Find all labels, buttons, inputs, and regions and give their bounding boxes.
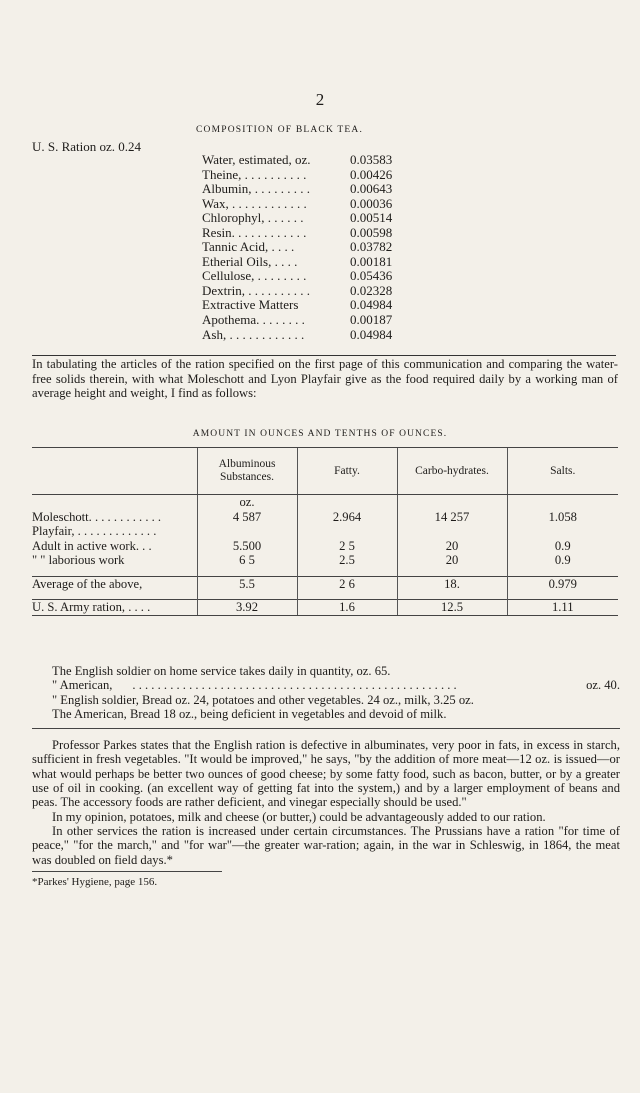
header-blank xyxy=(32,448,197,495)
parkes-paragraph: Professor Parkes states that the English ration is defective in albuminates, very poor in fats, in excess in starch, sufficient in fresh vegetables. "It would be improved," he says, "by the addition of more meat—12 oz. is issued—or what would perhaps be better two ounces of good cheese; by some fatty food, such as bacon, butter, or by a greater use of oil in cooking. (an excellent way of getting fat into the system,) and by a larger employment of beans and peas. The accessory foods are rather deficient, and vinegar especially should be used." xyxy=(32,738,620,810)
divider xyxy=(32,728,620,729)
table-row: Playfair, . . . . . . . . . . . . . xyxy=(32,524,618,539)
nutrition-table xyxy=(32,447,618,616)
text-line: " English soldier, Bread oz. 24, potatoes and other vegetables. 24 oz., milk, 3.25 oz. xyxy=(52,692,474,707)
composition-row: Ash, . . . . . . . . . . . . 0.04984 xyxy=(202,326,393,342)
composition-row: Etherial Oils, . . . . 0.00181 xyxy=(202,253,393,269)
table-heading: AMOUNT IN OUNCES AND TENTHS OF OUNCES. xyxy=(192,429,448,439)
unit-label: oz. xyxy=(197,495,297,510)
composition-row: Water, estimated, oz. 0.03583 xyxy=(202,152,393,167)
page-number: 2 xyxy=(315,90,325,109)
composition-row: Resin. . . . . . . . . . . . 0.00598 xyxy=(202,224,393,240)
table-row: Moleschott. . . . . . . . . . . . 4 587 2.964 14 257 1.058 xyxy=(32,510,618,525)
header-salts: Salts. xyxy=(507,448,618,495)
composition-heading: COMPOSITION OF BLACK TEA. xyxy=(196,125,364,135)
table-row: " " laborious work 6 5 2.5 20 0.9 xyxy=(32,553,618,568)
text-line: The American, Bread 18 oz., being deficient in vegetables and devoid of milk. xyxy=(52,706,447,721)
text-line: The English soldier on home service takes daily in quantity, oz. 65. xyxy=(52,664,391,678)
ration-note: U. S. Ration oz. 0.24 xyxy=(32,139,142,154)
services-paragraph: In other services the ration is increased under certain circumstances. The Prussians have a ration "for time of peace," "for the march," and "for war"—the greater war-ration; again, in the war in Schleswig, in 1864, the meat was doubled on field days.* xyxy=(32,823,620,867)
intro-paragraph: In tabulating the articles of the ration specified on the first page of this communication and comparing the water-free solids therein, with what Moleschott and Lyon Playfair give as the food required daily by a working man of average height and weight, I find as follows: xyxy=(32,357,618,401)
table-row: U. S. Army ration, . . . . 3.92 1.6 12.5 1.11 xyxy=(32,600,618,616)
divider xyxy=(32,355,616,356)
composition-row: Apothema. . . . . . . . 0.00187 xyxy=(202,312,393,328)
table-row: Average of the above, 5.5 2 6 18. 0.979 xyxy=(32,576,618,591)
composition-row: Tannic Acid, . . . . 0.03782 xyxy=(202,239,393,255)
header-carbohydrates: Carbo-hydrates. xyxy=(397,448,507,495)
footnote-rule xyxy=(32,871,222,872)
text-line: " American, . . . . . . . . . . . . . . . . . . . . . . . . . . . . . . . . . . . . . . . . . . . . . . . . . . . . oz. 40. xyxy=(52,678,620,693)
composition-row: Wax, . . . . . . . . . . . . 0.00036 xyxy=(202,195,393,211)
composition-row: Chlorophyl, . . . . . . 0.00514 xyxy=(202,210,393,226)
table-header-row xyxy=(32,448,618,495)
composition-list xyxy=(202,153,430,342)
composition-row: Albumin, . . . . . . . . . 0.00643 xyxy=(202,181,393,197)
footnote: *Parkes' Hygiene, page 156. xyxy=(32,875,158,888)
unit-row xyxy=(32,495,618,510)
table-row: Adult in active work. . . 5.500 2 5 20 0.9 xyxy=(32,539,618,554)
composition-row: Dextrin, . . . . . . . . . . 0.02328 xyxy=(202,282,393,298)
body-text xyxy=(32,664,620,889)
header-albuminous: Albuminous Substances. xyxy=(197,448,297,495)
opinion-paragraph: In my opinion, potatoes, milk and cheese (or butter,) could be advantageously added to our ration. xyxy=(52,809,546,824)
composition-row: Extractive Matters 0.04984 xyxy=(202,297,393,313)
composition-row: Theine, . . . . . . . . . . 0.00426 xyxy=(202,166,393,182)
header-fatty: Fatty. xyxy=(297,448,397,495)
composition-row: Cellulose, . . . . . . . . 0.05436 xyxy=(202,268,393,284)
